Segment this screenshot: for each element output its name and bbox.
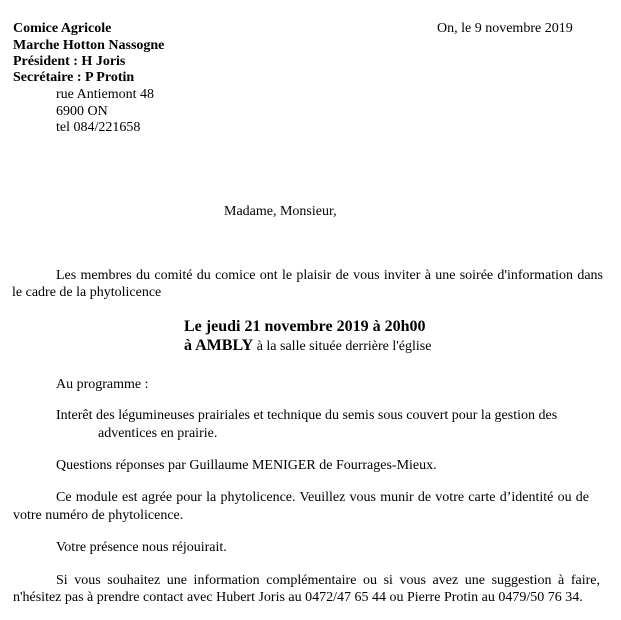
event-where-place: à AMBLY — [184, 337, 254, 354]
program-item-1-line-1: Interêt des légumineuses prairiales et technique du semis sous couvert pour la gestion des — [56, 408, 558, 423]
event-when: Le jeudi 21 novembre 2019 à 20h00 — [184, 318, 426, 335]
sender-address-street: rue Antiemont 48 — [56, 87, 154, 102]
program-heading: Au programme : — [56, 377, 149, 392]
event-where-detail: à la salle située derrière l'église — [253, 339, 432, 354]
sender-group: Marche Hotton Nassogne — [13, 38, 165, 53]
sender-phone: tel 084/221658 — [56, 120, 141, 135]
sender-org: Comice Agricole — [13, 21, 112, 36]
contact-line-1: Si vous souhaitez une information complémentaire ou si vous avez une suggestion à faire, — [56, 573, 600, 588]
salutation: Madame, Monsieur, — [224, 204, 337, 219]
sender-secretary: Secrétaire : P Protin — [13, 70, 135, 85]
module-line-2: votre numéro de phytolicence. — [13, 508, 184, 523]
event-where — [184, 338, 431, 355]
intro-line-2: le cadre de la phytolicence — [12, 285, 162, 300]
sender-address-city: 6900 ON — [56, 104, 108, 119]
program-item-2: Questions réponses par Guillaume MENIGER de Fourrages-Mieux. — [56, 458, 437, 473]
intro-line-1: Les membres du comité du comice ont le plaisir de vous inviter à une soirée d'information dans — [56, 268, 603, 283]
letter-date: On, le 9 novembre 2019 — [437, 21, 573, 36]
contact-line-2: n'hésitez pas à prendre contact avec Hubert Joris au 0472/47 65 44 ou Pierre Protin au 0479/50 76 34. — [13, 590, 583, 605]
program-item-1-line-2: adventices en prairie. — [98, 426, 218, 441]
module-line-1: Ce module est agrée pour la phytolicence. Veuillez vous munir de votre carte d’identité ou de — [56, 490, 589, 505]
presence-text: Votre présence nous réjouirait. — [56, 540, 227, 555]
sender-president: Président : H Joris — [13, 54, 126, 69]
